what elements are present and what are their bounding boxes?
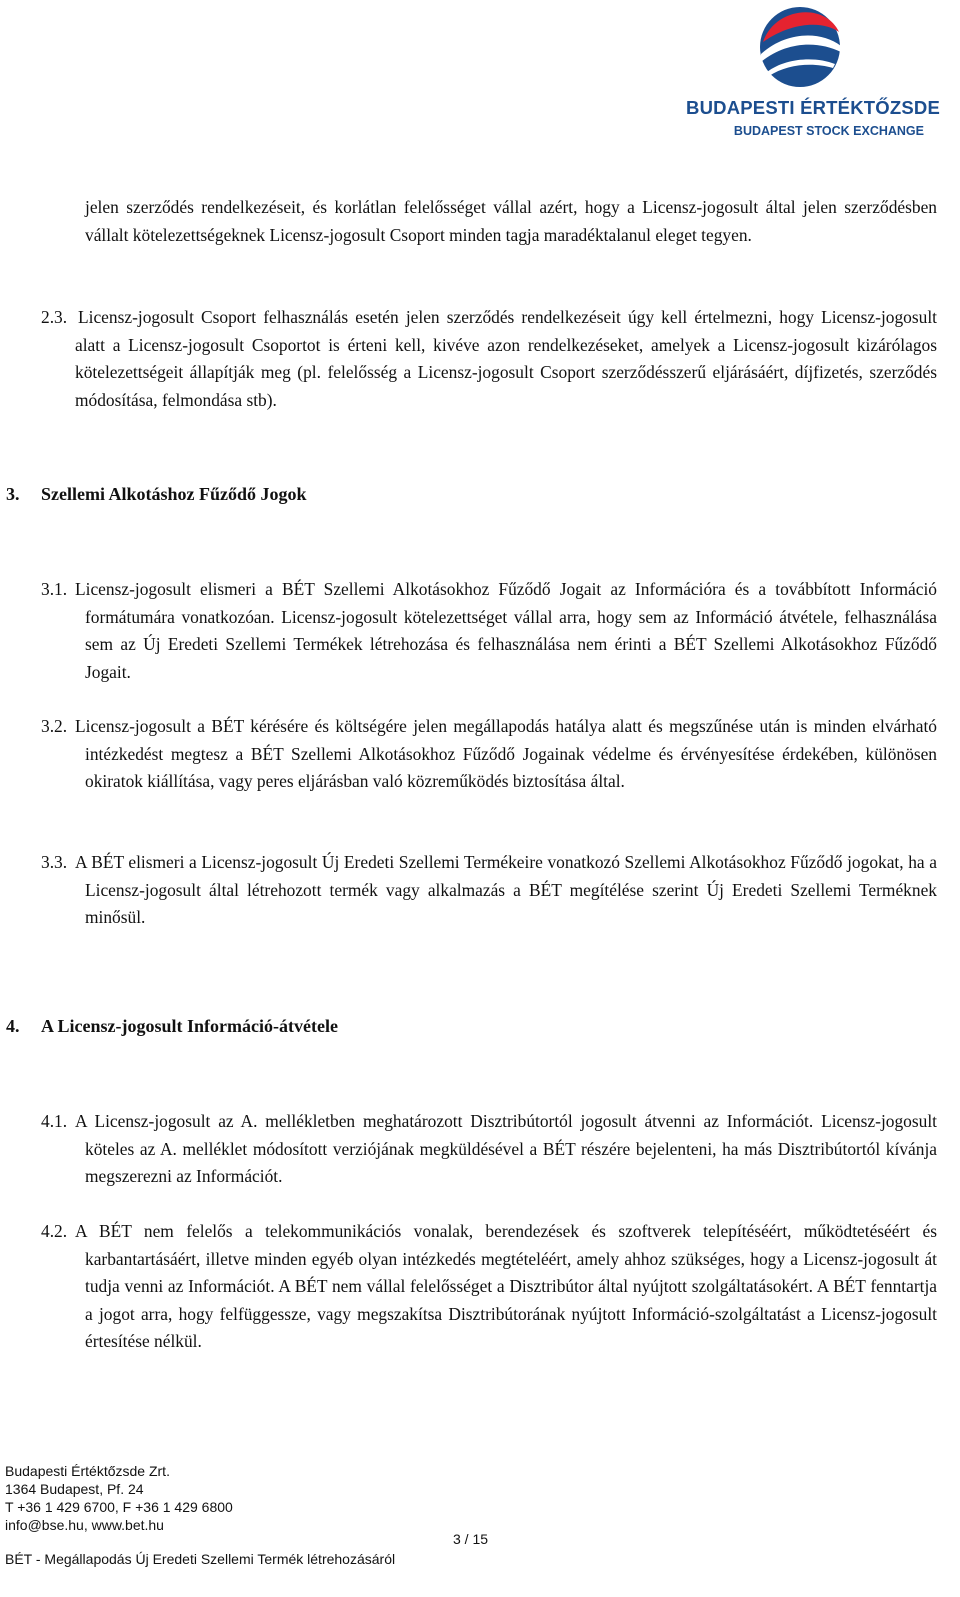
clause-4-2-text: A BÉT nem felelős a telekommunikációs vonalak, berendezések és szoftverek telepítéséért, működtetéséért és karbantartásáért, illetve minden egyéb olyan intézkedés megtételéért, amely ahhoz szükséges, hogy a Licensz-jogosult át tudja venni az Információt. A BÉT nem vállal felelősséget a Disztribútor által nyújtott szolgáltatásokért. A BÉT fenntartja a jogot arra, hogy felfüggessze, vagy megszakítsa Disztribútorának nyújtott Információ-szolgáltatást a Licensz-jogosult értesítése nélkül. [75, 1221, 937, 1351]
continuation-paragraph: jelen szerződés rendelkezéseit, és korlátlan felelősséget vállal azért, hogy a Licensz-jogosult által jelen szerződésben vállalt kötelezettségeknek Licensz-jogosult Csoport minden tagja maradéktalanul eleget tegyen. [85, 197, 937, 245]
section-title: Szellemi Alkotáshoz Fűződő Jogok [41, 484, 307, 504]
clause-number: 4.2. [41, 1221, 68, 1241]
section-number: 4. [6, 1016, 20, 1036]
clause-4-1-text: A Licensz-jogosult az A. mellékletben meghatározott Disztribútortól jogosult átvenni az Információt. Licensz-jogosult köteles az A. melléklet módosított verziójának megküldésével a BÉT részére bejelenteni, ha más Disztribútortól kívánja megszerezni az Információt. [75, 1111, 937, 1186]
footer-phone: T +36 1 429 6700, F +36 1 429 6800 [5, 1499, 233, 1515]
clause-2-3-body: Licensz-jogosult Csoport felhasználás esetén jelen szerződés rendelkezéseit úgy kell értelmezni, hogy Licensz-jogosult alatt a Licensz-jogosult Csoportot is érteni kell, kivéve azon rendelkezéseket, amelyek a Licensz-jogosult kizárólagos kötelezettségeit állapítják meg (pl. felelősség a Licensz-jogosult Csoport szerződésszerű eljárásáért, díjfizetés, szerződés módosítása, felmondása stb). [75, 307, 937, 410]
bse-logo [670, 0, 940, 145]
page-number: 3 / 15 [453, 1531, 489, 1547]
footer-doc-title: BÉT - Megállapodás Új Eredeti Szellemi Termék létrehozásáról [5, 1551, 396, 1567]
clause-3-3-text: A BÉT elismeri a Licensz-jogosult Új Eredeti Szellemi Termékeire vonatkozó Szellemi Alkotásokhoz Fűződő jogokat, ha a Licensz-jogosult által létrehozott termék vagy alkalmazás a BÉT megítélése szerint Új Eredeti Szellemi Terméknek minősül. [75, 852, 937, 927]
section-title: A Licensz-jogosult Információ-átvétele [41, 1016, 338, 1036]
clause-2-3-text [75, 304, 937, 414]
footer-company: Budapesti Értéktőzsde Zrt. [5, 1463, 170, 1479]
clause-number: 3.3. [41, 852, 68, 872]
section-4-heading [6, 1013, 338, 1041]
clause-number: 4.1. [41, 1111, 68, 1131]
brand-name: BUDAPESTI ÉRTÉKTŐZSDE [686, 97, 940, 118]
clause-3-1-text: Licensz-jogosult elismeri a BÉT Szellemi Alkotásokhoz Fűződő Jogait az Információra és a továbbított Információ formátumára vonatkozóan. Licensz-jogosult kötelezettséget vállal arra, hogy sem az Információ átvétele, felhasználása sem az Új Eredeti Szellemi Termékek létrehozása és felhasználása nem érinti a BÉT Szellemi Alkotásokhoz Fűződő Jogait. [75, 579, 937, 682]
brand-subtitle: BUDAPEST STOCK EXCHANGE [733, 124, 924, 138]
clause-3-2-text: Licensz-jogosult a BÉT kérésére és költségére jelen megállapodás hatálya alatt és megszűnése után is minden elvárható intézkedést megtesz a BÉT Szellemi Alkotásokhoz Fűződő Jogainak védelme és érvényesítése érdekében, különösen okiratok kiállítása, vagy peres eljárásban való közreműködés biztosítása által. [75, 716, 937, 791]
clause-number: 2.3. [41, 307, 68, 327]
section-3-heading [6, 481, 307, 509]
footer-address: 1364 Budapest, Pf. 24 [5, 1481, 144, 1497]
footer-web[interactable]: info@bse.hu, www.bet.hu [5, 1517, 164, 1533]
clause-number: 3.2. [41, 716, 68, 736]
clause-number: 3.1. [41, 579, 68, 599]
section-number: 3. [6, 484, 20, 504]
bse-logo-mark-icon [755, 2, 845, 92]
